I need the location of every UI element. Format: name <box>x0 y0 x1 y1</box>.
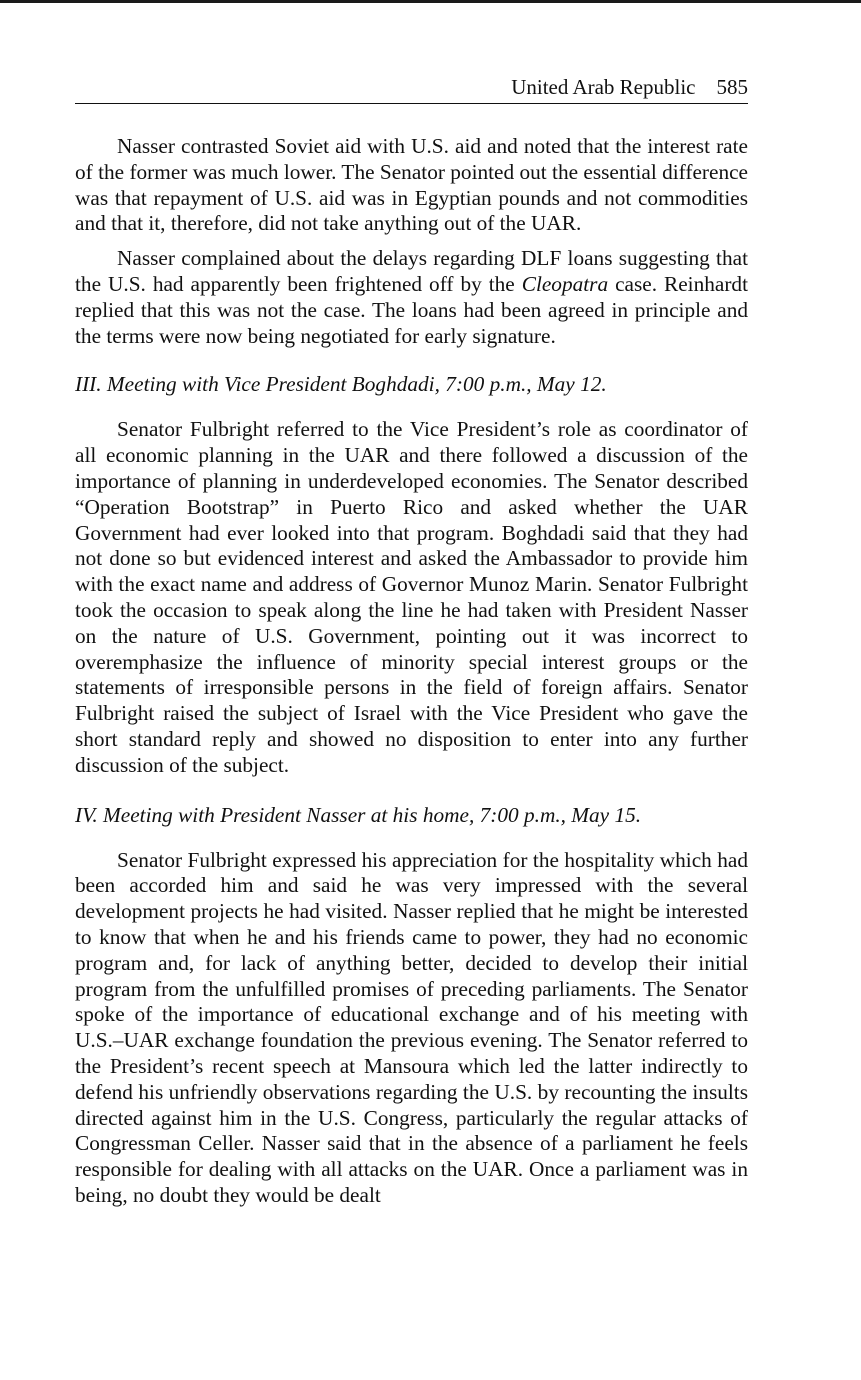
paragraph-soviet-aid: Nasser contrasted Soviet aid with U.S. aid and noted that the interest rate of the former was much lower. The Senator pointed out the essential difference was that repayment of U.S. aid was in Egyptian pounds and not commodities and that it, therefore, did not take anything out of the UAR. <box>75 134 748 236</box>
page-top-edge <box>0 0 861 3</box>
section-heading-boghdadi: III. Meeting with Vice President Boghdadi, 7:00 p.m., May 12. <box>75 372 607 397</box>
page-number: 585 <box>716 75 748 99</box>
document-body <box>75 134 748 1209</box>
cleopatra-case-name: Cleopatra <box>521 271 609 296</box>
paragraph-dlf-loans <box>75 246 748 349</box>
paragraph-nasser-home-meeting: Senator Fulbright expressed his appreciation for the hospitality which had been accorded him and said he was very impressed with the several development projects he had visited. Nasser replied that he might be interested to know that when he and his friends came to power, they had no economic program and, for lack of anything better, decided to develop their initial program from the unfulfilled promises of preceding parliaments. The Senator spoke of the importance of educational exchange and of his meeting with U.S.–UAR exchange foundation the previous evening. The Senator referred to the President’s recent speech at Mansoura which led the latter indirectly to defend his unfriendly observations regarding the U.S. by recounting the insults directed against him in the U.S. Congress, particularly the regular attacks of Congressman Celler. Nasser said that in the absence of a parliament he feels responsible for dealing with all attacks on the UAR. Once a parliament was in being, no doubt they would be dealt <box>75 847 748 1207</box>
running-header-title: United Arab Republic <box>511 75 696 99</box>
dlf-loans-text-start: Nasser complained about the delays regarding DLF loans suggesting that the U.S. had apparently been frightened off by the <box>75 246 748 296</box>
running-header <box>75 72 748 104</box>
document-page <box>75 72 748 1218</box>
section-heading-nasser-home: IV. Meeting with President Nasser at his home, 7:00 p.m., May 15. <box>75 802 642 827</box>
paragraph-boghdadi-meeting: Senator Fulbright referred to the Vice President’s role as coordinator of all economic planning in the UAR and there followed a discussion of the importance of planning in underdeveloped economies. The Senator described “Operation Bootstrap” in Puerto Rico and asked whether the UAR Government had ever looked into that program. Boghdadi said that they had not done so but evidenced interest and asked the Ambassador to provide him with the exact name and address of Governor Munoz Marin. Senator Fulbright took the occasion to speak along the line he had taken with President Nasser on the nature of U.S. Government, pointing out it was incorrect to overemphasize the influence of minority special interest groups or the statements of irresponsible persons in the field of foreign affairs. Senator Fulbright raised the subject of Israel with the Vice President who gave the short standard reply and showed no disposition to enter into any further discussion of the subject. <box>75 417 748 777</box>
dlf-loans-text-end: case. Reinhardt replied that this was not the case. The loans had been agreed in principle and the terms were now being negotiated for early signature. <box>75 271 748 348</box>
